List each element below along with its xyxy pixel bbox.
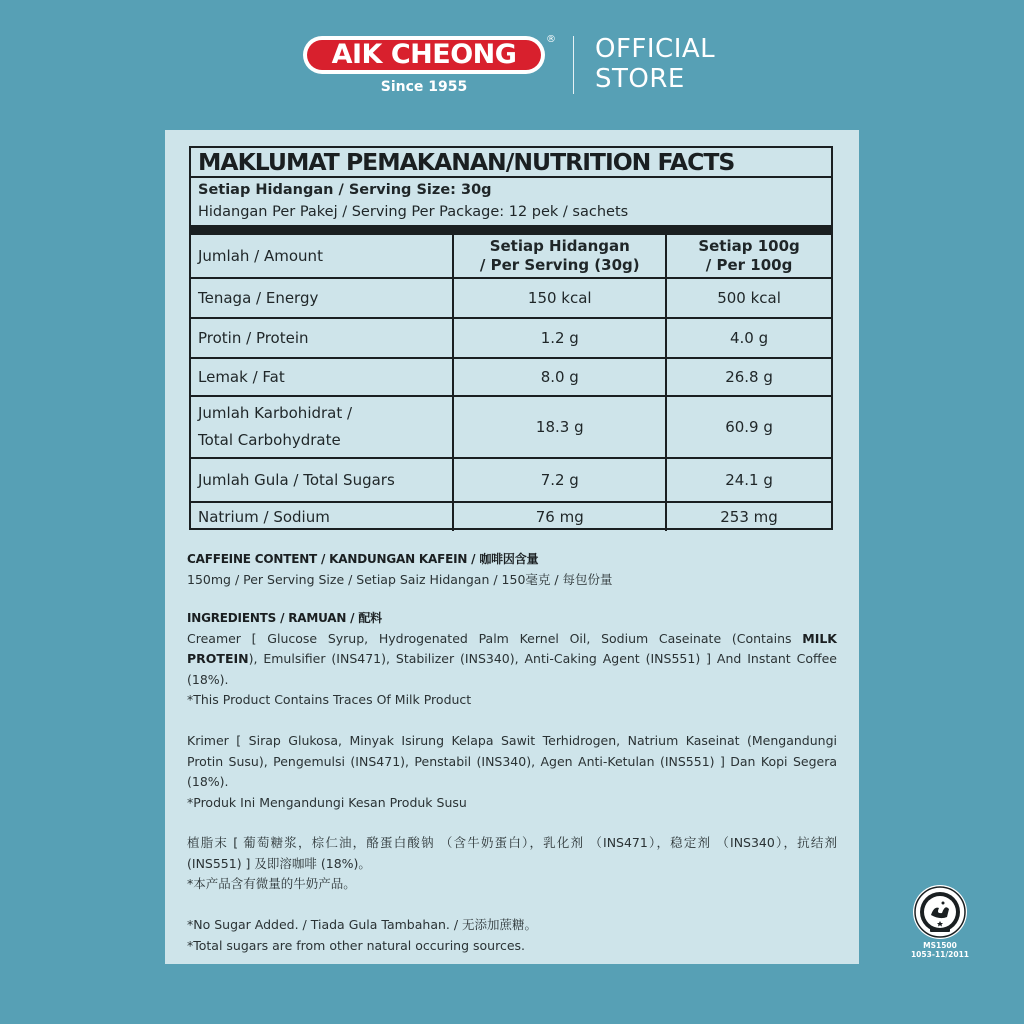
- serving-size: Setiap Hidangan / Serving Size: 30g: [198, 182, 492, 198]
- header-divider: [573, 36, 574, 94]
- ingredients-english: [187, 629, 837, 691]
- ingredients-chinese: [187, 833, 837, 895]
- total-sugars-note: *Total sugars are from other natural occuring sources.: [187, 937, 526, 953]
- per-serving-value: 8.0 g: [453, 358, 666, 396]
- per-100g-value: 24.1 g: [666, 458, 831, 502]
- nutrient-label: Jumlah Gula / Total Sugars: [191, 458, 453, 502]
- per-100g-header-line1: Setiap 100g: [698, 237, 800, 255]
- registered-mark: ®: [546, 34, 556, 45]
- per-100g-header: [666, 234, 831, 278]
- nutrient-label: Tenaga / Energy: [191, 278, 453, 318]
- nutrition-title: MAKLUMAT PEMAKANAN/NUTRITION FACTS: [198, 148, 735, 176]
- per-100g-value: 253 mg: [666, 502, 831, 531]
- table-header-row: [191, 234, 831, 278]
- header: [0, 32, 1024, 102]
- per-serving-value: 7.2 g: [453, 458, 666, 502]
- nutrient-label-line1: Jumlah Karbohidrat /: [198, 404, 353, 422]
- ingredients-english-note: *This Product Contains Traces Of Milk Product: [187, 692, 472, 707]
- halal-certification: [900, 941, 980, 959]
- per-serving-header-line1: Setiap Hidangan: [489, 237, 630, 255]
- table-row: [191, 278, 831, 318]
- ingredients-malay: [187, 731, 837, 813]
- table-row: [191, 502, 831, 531]
- halal-standard: MS1500: [923, 941, 957, 950]
- nutrition-table: [191, 233, 831, 531]
- per-serving-value: 18.3 g: [453, 396, 666, 458]
- since-tagline: Since 1955: [380, 79, 468, 95]
- table-row: [191, 358, 831, 396]
- ingredients-english-part1: Creamer [ Glucose Syrup, Hydrogenated Palm Kernel Oil, Sodium Caseinate (Contains: [187, 630, 803, 646]
- servings-per-package: Hidangan Per Pakej / Serving Per Package: 12 pek / sachets: [198, 204, 629, 220]
- amount-header: Jumlah / Amount: [191, 234, 453, 278]
- nutrient-label: Natrium / Sodium: [191, 502, 453, 531]
- caffeine-label: CAFFEINE CONTENT / KANDUNGAN KAFEIN / 咖啡因含量: [187, 552, 539, 566]
- nutrition-facts-box: [189, 146, 833, 530]
- caffeine-section: [187, 549, 837, 590]
- per-100g-value: 60.9 g: [666, 396, 831, 458]
- brand-name: AIK CHEONG: [307, 40, 541, 70]
- halal-logo-icon: [912, 884, 968, 940]
- ingredients-chinese-note: *本产品含有微量的牛奶产品。: [187, 876, 356, 891]
- store-line-2: STORE: [595, 64, 685, 94]
- ingredients-malay-text: Krimer [ Sirap Glukosa, Minyak Isirung Kelapa Sawit Terhidrogen, Natrium Kaseinat (Mengandungi Protin Susu), Pengemulsi (INS471), Penstabil (INS340), Agen Anti-Ketulan (INS551) ] Dan Kopi Segera (18%).: [187, 733, 837, 789]
- official-store-label: [595, 34, 715, 94]
- table-row: [191, 396, 831, 458]
- milk-protein-highlight: MILK PROTEIN: [187, 630, 837, 666]
- table-row: [191, 318, 831, 358]
- ingredients-english-part2: ), Emulsifier (INS471), Stabilizer (INS340), Anti-Caking Agent (INS551) ] And Instant Coffee (18%).: [187, 651, 837, 687]
- table-row: [191, 458, 831, 502]
- no-sugar-note: *No Sugar Added. / Tiada Gula Tambahan. / 无添加蔗糖。: [187, 917, 538, 932]
- ingredients-label: INGREDIENTS / RAMUAN / 配料: [187, 611, 382, 625]
- title-rule: [191, 176, 831, 178]
- per-serving-value: 150 kcal: [453, 278, 666, 318]
- ingredients-malay-note: *Produk Ini Mengandungi Kesan Produk Susu: [187, 794, 467, 810]
- caffeine-value: 150mg / Per Serving Size / Setiap Saiz Hidangan / 150毫克 / 每包份量: [187, 571, 613, 587]
- per-100g-value: 4.0 g: [666, 318, 831, 358]
- per-serving-header: [453, 234, 666, 278]
- per-100g-header-line2: / Per 100g: [705, 256, 793, 274]
- per-serving-value: 1.2 g: [453, 318, 666, 358]
- nutrient-label: Protin / Protein: [191, 318, 453, 358]
- thick-rule: [191, 225, 831, 233]
- nutrient-label: [191, 396, 453, 458]
- ingredients-chinese-text: 植脂末 [ 葡萄糖浆，棕仁油，酪蛋白酸钠 （含牛奶蛋白），乳化剂 （INS471），稳定剂 （INS340），抗结剂 (INS551) ] 及即溶咖啡 (18%)。: [187, 835, 837, 871]
- footnotes: [187, 915, 837, 956]
- per-100g-value: 26.8 g: [666, 358, 831, 396]
- per-100g-value: 500 kcal: [666, 278, 831, 318]
- nutrient-label: Lemak / Fat: [191, 358, 453, 396]
- brand-logo: [303, 36, 545, 74]
- product-info-panel: [165, 130, 859, 964]
- per-serving-header-line2: / Per Serving (30g): [479, 256, 640, 274]
- nutrient-label-line2: Total Carbohydrate: [198, 431, 341, 449]
- ingredients-section: [187, 608, 837, 711]
- per-serving-value: 76 mg: [453, 502, 666, 531]
- store-line-1: OFFICIAL: [595, 34, 716, 64]
- halal-number: 1053-11/2011: [910, 950, 970, 959]
